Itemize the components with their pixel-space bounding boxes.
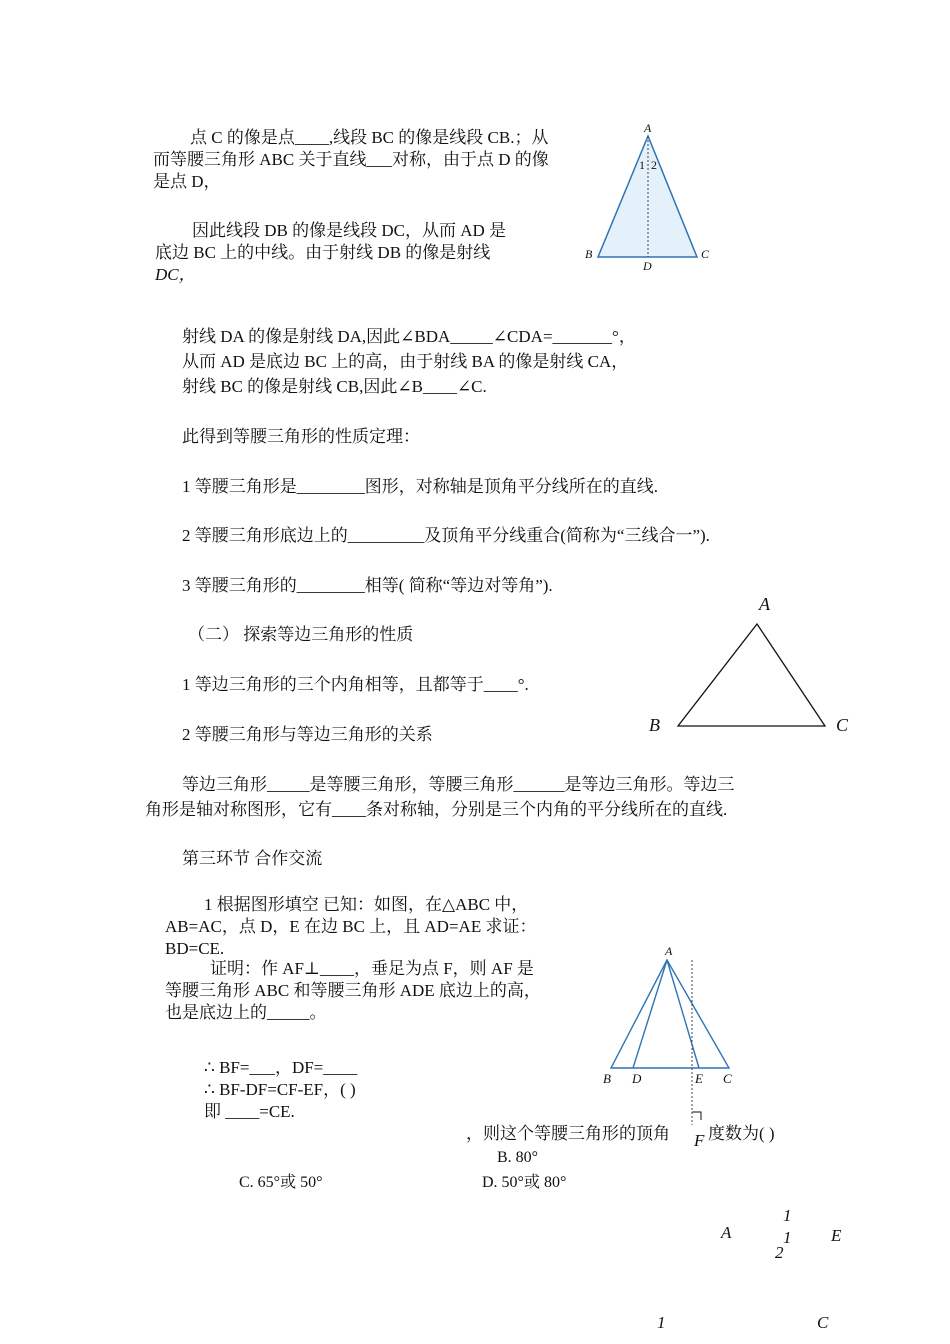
theorem-p2: 2 等腰三角形底边上的_________及顶角平分线重合(简称为“三线合一”). [182, 526, 710, 545]
fig3-label-e: E [695, 1071, 703, 1086]
part3-q1-line3: BD=CE. [165, 939, 225, 958]
fig1-label-a: A [644, 121, 652, 135]
part3-step1: ∴ BF=___，DF=____ [204, 1058, 358, 1077]
fig4-label-c: C [817, 1313, 829, 1332]
part2-p3-line2: 角形是轴对称图形，它有____条对称轴，分别是三个内角的平分线所在的直线. [145, 800, 728, 819]
part3-proof-line3: 也是底边上的_____。 [165, 1003, 327, 1022]
s2-line3: 射线 BC 的像是射线 CB,因此∠B____∠C. [182, 377, 487, 396]
s1-line5: 底边 BC 上的中线。由于射线 DB 的像是射线 [155, 243, 491, 262]
right-angle-mark [692, 1112, 701, 1120]
fig3-label-a: A [665, 944, 673, 958]
figure-triangle-ade [600, 950, 750, 1140]
figure-isosceles-triangle [585, 120, 715, 280]
fig2-label-b: B [649, 715, 660, 735]
segment-ad [633, 960, 667, 1068]
option-b: B. 80° [497, 1149, 539, 1166]
part2-p1: 1 等边三角形的三个内角相等，且都等于____°. [182, 675, 529, 694]
fig4-label-a: A [721, 1223, 732, 1242]
triangle-abc [611, 960, 729, 1068]
s1-line1: 点 C 的像是点____,线段 BC 的像是线段 CB.；从 [190, 128, 549, 147]
option-c: C. 65°或 50° [239, 1174, 323, 1191]
fig1-label-angle2: 2 [651, 158, 657, 172]
fig4-label-n2: 1 [783, 1228, 792, 1247]
part3-q1-line1: 1 根据图形填空 已知：如图，在△ABC 中， [204, 895, 529, 914]
part2-p3-line1: 等边三角形_____是等腰三角形，等腰三角形______是等边三角形。等边三 [182, 775, 735, 794]
s2-line2: 从而 AD 是底边 BC 上的高，由于射线 BA 的像是射线 CA， [182, 352, 629, 371]
theorem-p1: 1 等腰三角形是________图形，对称轴是顶角平分线所在的直线. [182, 477, 658, 496]
theorem-p3: 3 等腰三角形的________相等( 简称“等边对等角”). [182, 576, 553, 595]
fig3-label-b: B [603, 1071, 611, 1086]
fig3-label-f: F [694, 1131, 705, 1150]
fig3-label-d: D [632, 1071, 642, 1086]
part3-step2: ∴ BF-DF=CF-EF，( ) [204, 1080, 356, 1099]
theorem-intro: 此得到等腰三角形的性质定理： [182, 427, 420, 446]
s1-line2: 而等腰三角形 ABC 关于直线___对称，由于点 D 的像 [153, 150, 549, 169]
part3-q1-line2: AB=AC，点 D，E 在边 BC 上，且 AD=AE 求证： [165, 917, 537, 936]
part3-heading: 第三环节 合作交流 [182, 849, 323, 868]
option-d: D. 50°或 80° [482, 1174, 567, 1191]
partial-question: ，则这个等腰三角形的顶角 [466, 1124, 670, 1143]
partial-degree: 度数为( ) [708, 1124, 775, 1143]
fig1-label-d: D [643, 259, 652, 273]
fig4-label-n4: 1 [657, 1313, 666, 1332]
fig1-label-angle1: 1 [639, 158, 645, 172]
segment-ae [667, 960, 699, 1068]
part3-step3: 即 ____=CE. [204, 1102, 295, 1121]
s1-line3: 是点 D， [153, 172, 221, 191]
fig1-label-c: C [701, 247, 710, 261]
triangle-abc-outline [678, 624, 825, 726]
part2-p2: 2 等腰三角形与等边三角形的关系 [182, 725, 433, 744]
s1-line4: 因此线段 DB 的像是线段 DC，从而 AD 是 [192, 221, 507, 240]
figure-equilateral-triangle [670, 615, 840, 735]
part3-proof-line2: 等腰三角形 ABC 和等腰三角形 ADE 底边上的高， [165, 981, 541, 1000]
s2-line1: 射线 DA 的像是射线 DA,因此∠BDA_____∠CDA=_______°， [182, 327, 636, 346]
part3-proof-line1: 证明：作 AF⊥____，垂足为点 F，则 AF 是 [210, 959, 534, 978]
fig4-label-e: E [831, 1226, 842, 1245]
fig1-label-b: B [585, 247, 593, 261]
part2-heading: （二） 探索等边三角形的性质 [188, 625, 414, 644]
fig4-label-n1: 1 [783, 1206, 792, 1225]
fig2-label-c: C [836, 715, 849, 735]
fig2-label-a: A [759, 594, 770, 614]
fig3-label-c: C [723, 1071, 732, 1086]
s1-line6: DC， [155, 265, 196, 284]
fig4-label-n3: 2 [775, 1243, 784, 1262]
